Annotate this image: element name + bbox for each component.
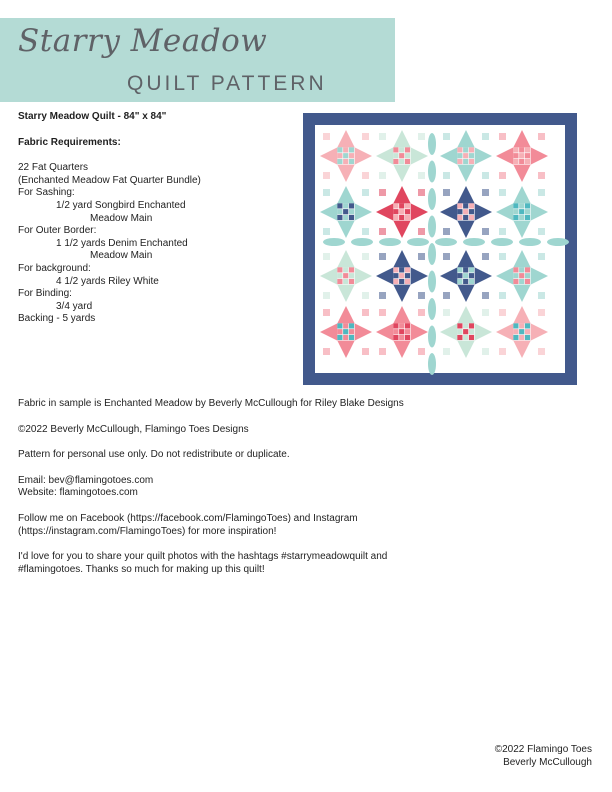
center-patch [469, 335, 474, 340]
corner-square [323, 253, 330, 260]
center-patch [519, 329, 524, 334]
center-patch [519, 273, 524, 278]
footer-author: Beverly McCullough [503, 756, 592, 768]
center-patch [513, 209, 518, 214]
center-patch [525, 215, 530, 220]
sashing-piece [519, 238, 541, 246]
center-patch [337, 323, 342, 328]
corner-square [482, 292, 489, 299]
center-patch [405, 329, 410, 334]
corner-square [538, 189, 545, 196]
sashing-piece [428, 161, 436, 183]
center-patch [349, 335, 354, 340]
center-patch [463, 279, 468, 284]
center-patch [393, 209, 398, 214]
center-patch [393, 273, 398, 278]
center-patch [469, 159, 474, 164]
center-patch [525, 323, 530, 328]
sashing-piece [435, 238, 457, 246]
requirement-line: Backing - 5 yards [18, 313, 96, 325]
center-patch [513, 335, 518, 340]
center-patch [457, 267, 462, 272]
corner-square [538, 309, 545, 316]
requirement-line: 22 Fat Quarters [18, 162, 89, 174]
center-patch [399, 323, 404, 328]
center-patch [469, 329, 474, 334]
center-patch [343, 209, 348, 214]
center-patch [399, 273, 404, 278]
center-patch [343, 279, 348, 284]
center-patch [337, 209, 342, 214]
center-patch [513, 273, 518, 278]
center-patch [393, 203, 398, 208]
usage-note: Pattern for personal use only. Do not redistribute or duplicate. [18, 449, 290, 461]
requirement-line: For Binding: [18, 288, 72, 300]
center-patch [399, 215, 404, 220]
corner-square [443, 253, 450, 260]
center-patch [525, 153, 530, 158]
center-patch [405, 209, 410, 214]
center-patch [519, 323, 524, 328]
center-patch [519, 209, 524, 214]
center-patch [457, 147, 462, 152]
center-patch [349, 329, 354, 334]
corner-square [418, 309, 425, 316]
center-patch [463, 335, 468, 340]
center-patch [525, 159, 530, 164]
center-patch [399, 147, 404, 152]
center-patch [343, 147, 348, 152]
center-patch [525, 147, 530, 152]
center-patch [525, 329, 530, 334]
corner-square [499, 133, 506, 140]
share-line: I'd love for you to share your quilt photos with the hashtags #starrymeadowquilt and [18, 551, 388, 563]
center-patch [469, 279, 474, 284]
corner-square [323, 172, 330, 179]
center-patch [457, 203, 462, 208]
corner-square [482, 133, 489, 140]
corner-square [538, 348, 545, 355]
corner-square [538, 228, 545, 235]
center-patch [405, 153, 410, 158]
center-patch [469, 153, 474, 158]
sashing-piece [428, 271, 436, 293]
corner-square [538, 172, 545, 179]
corner-square [379, 309, 386, 316]
center-patch [463, 323, 468, 328]
center-patch [519, 279, 524, 284]
center-patch [469, 267, 474, 272]
sashing-piece [463, 238, 485, 246]
center-patch [349, 147, 354, 152]
center-patch [463, 215, 468, 220]
center-patch [469, 203, 474, 208]
sashing-piece [428, 298, 436, 320]
center-patch [519, 203, 524, 208]
center-patch [349, 203, 354, 208]
center-patch [457, 273, 462, 278]
center-patch [337, 273, 342, 278]
corner-square [379, 189, 386, 196]
corner-square [443, 133, 450, 140]
center-patch [463, 267, 468, 272]
center-patch [337, 147, 342, 152]
center-patch [343, 335, 348, 340]
center-patch [513, 147, 518, 152]
corner-square [499, 348, 506, 355]
corner-square [418, 253, 425, 260]
corner-square [323, 133, 330, 140]
center-patch [349, 215, 354, 220]
corner-square [379, 228, 386, 235]
center-patch [457, 323, 462, 328]
requirements-heading: Fabric Requirements: [18, 136, 121, 148]
corner-square [482, 172, 489, 179]
corner-square [443, 172, 450, 179]
center-patch [399, 335, 404, 340]
sashing-piece [491, 238, 513, 246]
center-patch [519, 267, 524, 272]
center-patch [349, 159, 354, 164]
sashing-piece [428, 243, 436, 265]
center-patch [525, 267, 530, 272]
center-patch [349, 279, 354, 284]
pattern-notes [18, 398, 593, 589]
sashing-piece [323, 238, 345, 246]
corner-square [379, 172, 386, 179]
center-patch [405, 335, 410, 340]
center-patch [519, 153, 524, 158]
center-patch [405, 323, 410, 328]
center-patch [399, 267, 404, 272]
center-patch [393, 153, 398, 158]
corner-square [379, 253, 386, 260]
center-patch [405, 279, 410, 284]
sashing-piece [428, 188, 436, 210]
center-patch [513, 203, 518, 208]
requirement-line: Meadow Main [90, 212, 153, 224]
sashing-piece [428, 216, 436, 238]
center-patch [463, 203, 468, 208]
center-patch [405, 215, 410, 220]
center-patch [343, 329, 348, 334]
center-patch [457, 335, 462, 340]
center-patch [393, 159, 398, 164]
center-patch [469, 323, 474, 328]
center-patch [405, 273, 410, 278]
copyright-note: ©2022 Beverly McCullough, Flamingo Toes Designs [18, 423, 249, 435]
fabric-details [18, 111, 293, 326]
center-patch [457, 153, 462, 158]
requirement-line: For background: [18, 262, 91, 274]
center-patch [393, 335, 398, 340]
center-patch [457, 279, 462, 284]
center-patch [337, 329, 342, 334]
center-patch [349, 267, 354, 272]
corner-square [482, 189, 489, 196]
sashing-piece [428, 353, 436, 375]
center-patch [525, 335, 530, 340]
corner-square [362, 189, 369, 196]
center-patch [399, 203, 404, 208]
center-patch [343, 215, 348, 220]
requirement-line: 3/4 yard [56, 300, 93, 312]
corner-square [482, 228, 489, 235]
corner-square [538, 253, 545, 260]
center-patch [513, 323, 518, 328]
center-patch [349, 273, 354, 278]
center-patch [343, 153, 348, 158]
center-patch [393, 323, 398, 328]
center-patch [337, 159, 342, 164]
center-patch [343, 267, 348, 272]
center-patch [457, 215, 462, 220]
corner-square [418, 228, 425, 235]
corner-square [482, 348, 489, 355]
corner-square [323, 228, 330, 235]
corner-square [538, 292, 545, 299]
center-patch [405, 147, 410, 152]
center-patch [525, 279, 530, 284]
corner-square [499, 253, 506, 260]
requirement-line: 4 1/2 yards Riley White [56, 275, 159, 287]
requirement-line: For Sashing: [18, 187, 75, 199]
corner-square [323, 348, 330, 355]
corner-square [323, 189, 330, 196]
corner-square [499, 292, 506, 299]
sashing-piece [407, 238, 429, 246]
center-patch [349, 153, 354, 158]
corner-square [418, 189, 425, 196]
corner-square [379, 133, 386, 140]
quilt-title: Starry Meadow [18, 23, 268, 59]
center-patch [463, 159, 468, 164]
corner-square [362, 309, 369, 316]
footer-copyright: ©2022 Flamingo Toes [494, 744, 592, 755]
center-patch [393, 279, 398, 284]
corner-square [379, 348, 386, 355]
corner-square [362, 292, 369, 299]
center-patch [519, 159, 524, 164]
email-line: Email: bev@flamingotoes.com [18, 474, 154, 486]
center-patch [463, 153, 468, 158]
center-patch [463, 147, 468, 152]
center-patch [513, 159, 518, 164]
center-patch [469, 147, 474, 152]
corner-square [499, 228, 506, 235]
center-patch [405, 203, 410, 208]
center-patch [393, 147, 398, 152]
center-patch [513, 153, 518, 158]
social-line: Follow me on Facebook (https://facebook.com/FlamingoToes) and Instagram [18, 512, 358, 524]
center-patch [399, 209, 404, 214]
center-patch [469, 273, 474, 278]
corner-square [418, 348, 425, 355]
center-patch [393, 267, 398, 272]
requirement-line: Meadow Main [90, 250, 153, 262]
center-patch [337, 153, 342, 158]
corner-square [323, 292, 330, 299]
center-patch [343, 273, 348, 278]
sashing-piece [428, 133, 436, 155]
center-patch [405, 159, 410, 164]
social-line: (https://instagram.com/FlamingoToes) for more inspiration! [18, 525, 277, 537]
center-patch [337, 267, 342, 272]
center-patch [337, 335, 342, 340]
center-patch [525, 273, 530, 278]
corner-square [443, 348, 450, 355]
center-patch [519, 147, 524, 152]
center-patch [519, 215, 524, 220]
center-patch [513, 267, 518, 272]
corner-square [443, 189, 450, 196]
center-patch [513, 279, 518, 284]
center-patch [463, 209, 468, 214]
center-patch [525, 203, 530, 208]
corner-square [362, 172, 369, 179]
quilt-size-heading: Starry Meadow Quilt - 84" x 84" [18, 111, 167, 122]
center-patch [399, 279, 404, 284]
center-patch [469, 209, 474, 214]
center-patch [399, 159, 404, 164]
center-patch [519, 335, 524, 340]
center-patch [457, 209, 462, 214]
center-patch [393, 329, 398, 334]
requirement-line: (Enchanted Meadow Fat Quarter Bundle) [18, 174, 201, 186]
corner-square [482, 253, 489, 260]
corner-square [418, 292, 425, 299]
center-patch [405, 267, 410, 272]
requirement-line: 1 1/2 yards Denim Enchanted [56, 237, 188, 249]
requirement-line: For Outer Border: [18, 225, 97, 237]
center-patch [463, 329, 468, 334]
corner-square [499, 309, 506, 316]
center-patch [337, 215, 342, 220]
center-patch [513, 329, 518, 334]
corner-square [362, 133, 369, 140]
corner-square [362, 228, 369, 235]
corner-square [443, 292, 450, 299]
center-patch [469, 215, 474, 220]
corner-square [362, 253, 369, 260]
center-patch [337, 203, 342, 208]
footer-credit [495, 744, 592, 769]
corner-square [418, 133, 425, 140]
share-line: #flamingotoes. Thanks so much for making up this quilt! [18, 563, 265, 575]
corner-square [443, 228, 450, 235]
corner-square [499, 172, 506, 179]
sashing-piece [428, 326, 436, 348]
center-patch [457, 159, 462, 164]
center-patch [513, 215, 518, 220]
corner-square [482, 309, 489, 316]
corner-square [362, 348, 369, 355]
center-patch [457, 329, 462, 334]
quilt-subtitle: QUILT PATTERN [127, 72, 327, 95]
corner-square [499, 189, 506, 196]
center-patch [343, 323, 348, 328]
center-patch [399, 329, 404, 334]
center-patch [393, 215, 398, 220]
corner-square [418, 172, 425, 179]
requirement-line: 1/2 yard Songbird Enchanted [56, 199, 186, 211]
fabric-note: Fabric in sample is Enchanted Meadow by Beverly McCullough for Riley Blake Designs [18, 398, 404, 409]
corner-square [538, 133, 545, 140]
center-patch [349, 323, 354, 328]
sashing-piece [547, 238, 569, 246]
center-patch [399, 153, 404, 158]
center-patch [349, 209, 354, 214]
quilt-photo [303, 113, 577, 385]
corner-square [323, 309, 330, 316]
center-patch [343, 203, 348, 208]
center-patch [463, 273, 468, 278]
sashing-piece [379, 238, 401, 246]
center-patch [525, 209, 530, 214]
website-line: Website: flamingotoes.com [18, 487, 138, 499]
center-patch [337, 279, 342, 284]
center-patch [343, 159, 348, 164]
corner-square [379, 292, 386, 299]
corner-square [443, 309, 450, 316]
sashing-piece [351, 238, 373, 246]
